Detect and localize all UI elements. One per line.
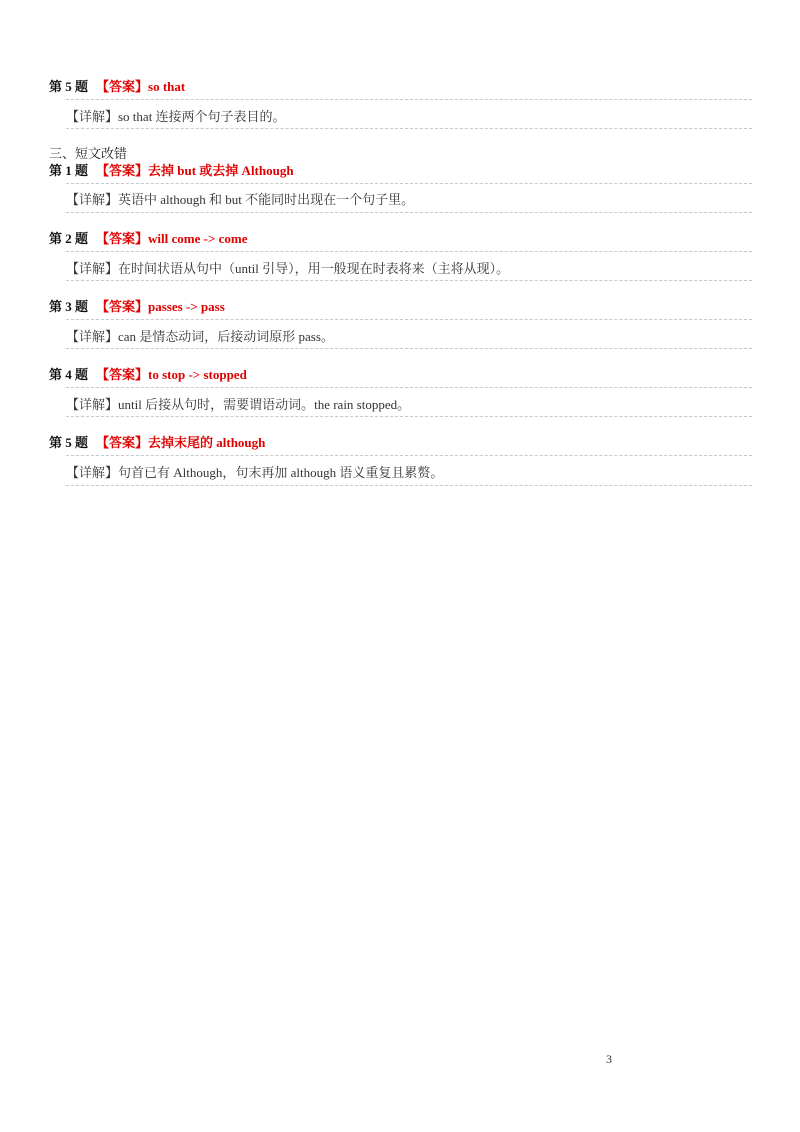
- question-number: 第 3 题: [49, 299, 89, 314]
- answer-text: 【答案】passes -> pass: [96, 299, 225, 314]
- question-header: [49, 432, 265, 451]
- dashed-divider: [66, 128, 752, 129]
- dashed-divider: [66, 280, 752, 281]
- question-number: 第 4 题: [49, 367, 89, 382]
- dashed-divider: [66, 455, 752, 456]
- question-header: [49, 296, 225, 315]
- question-number: 第 1 题: [49, 163, 89, 178]
- dashed-divider: [66, 251, 752, 252]
- question-header: [49, 364, 247, 383]
- detail-text: 【详解】英语中 although 和 but 不能同时出现在一个句子里。: [66, 192, 415, 207]
- question-number: 第 5 题: [49, 79, 89, 94]
- dashed-divider: [66, 99, 752, 100]
- answer-text: 【答案】去掉 but 或去掉 Although: [96, 163, 294, 178]
- page-number: 3: [606, 1052, 612, 1066]
- dashed-divider: [66, 348, 752, 349]
- dashed-divider: [66, 416, 752, 417]
- answer-text: 【答案】will come -> come: [96, 231, 248, 246]
- detail-text: 【详解】句首已有 Although，句末再加 although 语义重复且累赘。: [66, 465, 444, 480]
- answer-text: 【答案】去掉末尾的 although: [96, 435, 266, 450]
- question-header: [49, 76, 185, 95]
- dashed-divider: [66, 212, 752, 213]
- dashed-divider: [66, 319, 752, 320]
- answer-text: 【答案】so that: [96, 79, 186, 94]
- question-number: 第 5 题: [49, 435, 89, 450]
- question-header: [49, 160, 294, 179]
- dashed-divider: [66, 387, 752, 388]
- detail-text: 【详解】在时间状语从句中（until 引导），用一般现在时表将来（主将从现）。: [66, 261, 510, 276]
- detail-text: 【详解】so that 连接两个句子表目的。: [66, 109, 286, 124]
- question-number: 第 2 题: [49, 231, 89, 246]
- dashed-divider: [66, 485, 752, 486]
- question-header: [49, 228, 247, 247]
- section-title: 三、短文改错: [49, 146, 128, 161]
- answer-text: 【答案】to stop -> stopped: [96, 367, 247, 382]
- detail-text: 【详解】can 是情态动词，后接动词原形 pass。: [66, 329, 334, 344]
- detail-text: 【详解】until 后接从句时，需要谓语动词。the rain stopped。: [66, 397, 411, 412]
- dashed-divider: [66, 183, 752, 184]
